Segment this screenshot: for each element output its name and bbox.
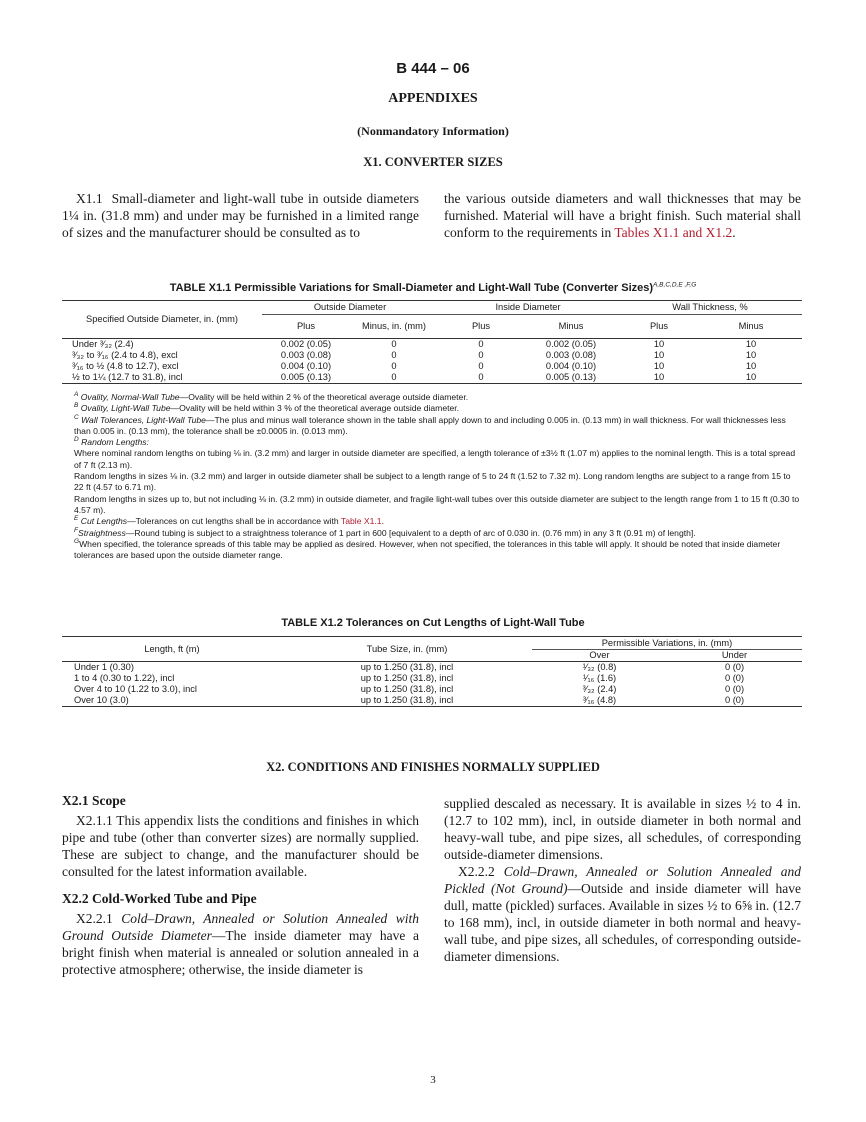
cell: ³⁄₃₂ to ³⁄₁₆ (2.4 to 4.8), excl bbox=[72, 350, 178, 360]
cell: 0 bbox=[391, 350, 397, 360]
cell: 1 to 4 (0.30 to 1.22), incl bbox=[74, 673, 175, 683]
footnote-f-label: Straightness bbox=[77, 527, 126, 538]
cell: ½ to 1¼ (12.7 to 31.8), incl bbox=[72, 372, 183, 382]
x2-2-1-title: Cold–Drawn, Annealed or Solution Annealed with Ground Outside Diameter bbox=[62, 911, 419, 943]
x2-1-scope-heading: X2.1 Scope bbox=[62, 793, 126, 808]
cell: 0 bbox=[391, 339, 397, 349]
x2-1-1-paragraph bbox=[62, 812, 419, 880]
table-x1-1 bbox=[62, 300, 802, 384]
cell: 10 bbox=[653, 339, 665, 349]
cell: 0.004 (0.10) bbox=[280, 361, 332, 371]
page-number: 3 bbox=[430, 1074, 436, 1086]
appendixes-title: APPENDIXES bbox=[388, 91, 478, 106]
cell: 0.005 (0.13) bbox=[280, 372, 332, 382]
table-row bbox=[62, 684, 802, 695]
footnote-g bbox=[62, 539, 802, 562]
footnote-d bbox=[62, 437, 802, 448]
cell: Over 4 to 10 (1.22 to 3.0), incl bbox=[74, 684, 197, 694]
footnote-d-para-3: Random lengths in sizes up to, but not including ⅛ in. (3.2 mm) in outside diameter, and fragile light-wall tubes over this outside diameter are subject to the length range from 1 to 15 ft (0.30 to 4.57 m). bbox=[74, 493, 800, 515]
cell: Over 10 (3.0) bbox=[74, 695, 129, 705]
cell: 0 bbox=[391, 361, 397, 371]
cell: 0 (0) bbox=[724, 662, 745, 672]
cell: Under 1 (0.30) bbox=[74, 662, 134, 672]
table-row bbox=[62, 350, 802, 361]
x1-1-text-right: the various outside diameters and wall thicknesses that may be furnished. Material will have a bright finish. Such material shall conform to the requirements in bbox=[444, 191, 801, 240]
cell: 0.003 (0.08) bbox=[280, 350, 332, 360]
over-header: Over bbox=[589, 650, 610, 660]
cell: Under ³⁄₃₂ (2.4) bbox=[72, 339, 134, 349]
footnote-a-text: —Ovality will be held within 2 % of the theoretical average outside diameter. bbox=[179, 392, 469, 402]
footnote-a-label: Ovality, Normal-Wall Tube bbox=[80, 392, 180, 402]
cell: 0 (0) bbox=[724, 695, 745, 705]
cell: 10 bbox=[745, 361, 757, 371]
cell: 10 bbox=[653, 361, 665, 371]
cell: 10 bbox=[745, 350, 757, 360]
table-row bbox=[62, 662, 802, 674]
x2-2-1-paragraph bbox=[62, 910, 419, 978]
nonmandatory-subtitle: (Nonmandatory Information) bbox=[357, 124, 509, 138]
x2-2-1-continued: supplied descaled as necessary. It is available in sizes ½ to 4 in. (12.7 to 102 mm), incl, in outside diameter in both normal and heavy-wall tube, and pipe sizes, all schedules, of corresponding outside-diameter dimensions. bbox=[444, 796, 801, 862]
x1-title: X1. CONVERTER SIZES bbox=[363, 155, 503, 169]
table-x1-1-caption-footnote-refs: A,B,C,D,E ,F,G bbox=[653, 281, 697, 289]
x2-2-heading: X2.2 Cold-Worked Tube and Pipe bbox=[62, 891, 257, 906]
cell: 0 bbox=[478, 350, 484, 360]
cell: 10 bbox=[745, 372, 757, 382]
footnote-f-text: —Round tubing is subject to a straightness tolerance of 1 part in 600 [equivalent to a depth of arc of 0.030 in. (0.76 mm) in any 3 ft (0.91 m) of length]. bbox=[125, 527, 696, 538]
footnote-b bbox=[62, 403, 802, 414]
table-row bbox=[62, 372, 802, 384]
footnote-e-period: . bbox=[381, 516, 384, 527]
table-x1-1-link[interactable]: Table X1.1 bbox=[340, 516, 382, 527]
table-row bbox=[62, 695, 802, 707]
table-row bbox=[62, 361, 802, 372]
x2-2-2-title: Cold–Drawn, Annealed or Solution Annealed and Pickled (Not Ground) bbox=[444, 864, 801, 896]
permissible-variations-header: Permissible Variations, in. (mm) bbox=[532, 637, 802, 650]
table-x1-2-caption: TABLE X1.2 Tolerances on Cut Lengths of Light-Wall Tube bbox=[281, 617, 585, 629]
footnote-e-text: —Tolerances on cut lengths shall be in accordance with bbox=[127, 516, 341, 527]
cell: ³⁄₁₆ (4.8) bbox=[582, 695, 617, 705]
inside-diameter-group-header: Inside Diameter bbox=[438, 301, 618, 315]
footnote-c bbox=[62, 415, 802, 438]
id-minus-header: Minus bbox=[558, 321, 584, 331]
under-header: Under bbox=[721, 650, 748, 660]
x2-2-2-text: —Outside and inside diameter will have dull, matte (pickled) surfaces. Available in sizes ½ to 6⅝ in. (12.7 to 168 mm), incl, in outside diameter in both normal and heavy-wall tube, and pipe sizes, all schedules, of corresponding outside-diameter dimensions. bbox=[444, 881, 801, 964]
od-plus-header: Plus bbox=[296, 321, 316, 331]
wall-thickness-group-header: Wall Thickness, % bbox=[618, 301, 802, 315]
cell: ³⁄₁₆ to ½ (4.8 to 12.7), excl bbox=[72, 361, 179, 371]
cell: 0 (0) bbox=[724, 673, 745, 683]
cell: 0 (0) bbox=[724, 684, 745, 694]
footnote-b-label: Ovality, Light-Wall Tube bbox=[80, 403, 171, 414]
wall-plus-header: Plus bbox=[649, 321, 669, 331]
footnote-c-text: —The plus and minus wall tolerance shown in the table shall apply down to and including 0.005 in. (0.13 mm) in wall thickness. For wall thicknesses less than 0.005 in. (0.13 mm), the tolerance shall be ±0.0005 in. (0.013 mm). bbox=[74, 414, 786, 436]
footnote-e-letter: E bbox=[74, 515, 79, 523]
cell: up to 1.250 (31.8), incl bbox=[360, 684, 454, 694]
x2-2-1-text: —The inside diameter may have a bright finish when material is annealed or solution annealed in a protective atmosphere; otherwise, the inside diameter is bbox=[62, 928, 419, 977]
cell: ¹⁄₃₂ (0.8) bbox=[582, 662, 617, 672]
cell: 0.003 (0.08) bbox=[545, 350, 597, 360]
cell: 0.005 (0.13) bbox=[545, 372, 597, 382]
footnote-d-para-1: Where nominal random lengths on tubing ⅛ in. (3.2 mm) and larger in outside diameter are specified, a length tolerance of ±3½ ft (1.07 m) applies to the nominal length. This is a total spread of 7 ft (2.13 m). bbox=[74, 448, 796, 470]
cell: 0 bbox=[478, 372, 484, 382]
tube-size-header: Tube Size, in. (mm) bbox=[282, 637, 532, 662]
outside-diameter-group-header: Outside Diameter bbox=[262, 301, 438, 315]
table-row bbox=[62, 339, 802, 351]
document-id: B 444 – 06 bbox=[396, 60, 470, 77]
cell: 0 bbox=[478, 361, 484, 371]
cell: 10 bbox=[653, 372, 665, 382]
id-plus-header: Plus bbox=[471, 321, 491, 331]
od-minus-header: Minus, in. (mm) bbox=[361, 321, 427, 331]
footnote-f bbox=[62, 528, 802, 539]
cell: 0 bbox=[391, 372, 397, 382]
cell: 0 bbox=[478, 339, 484, 349]
cell: ¹⁄₁₆ (1.6) bbox=[582, 673, 617, 683]
col-spec-header: Specified Outside Diameter, in. (mm) bbox=[62, 301, 262, 339]
x1-1-right-column bbox=[444, 190, 801, 241]
footnote-b-letter: B bbox=[74, 402, 79, 410]
footnote-a bbox=[62, 392, 802, 403]
x1-1-number: X1.1 bbox=[76, 191, 103, 206]
footnote-c-label: Wall Tolerances, Light-Wall Tube bbox=[81, 414, 206, 425]
tables-x1-link[interactable]: Tables X1.1 and X1.2 bbox=[614, 225, 733, 240]
x2-1-1-text: X2.1.1 This appendix lists the conditions and finishes in which pipe and tube (other than converter sizes) are normally supplied. These are subject to change, and the manufacturer should be consulted for the latest information available. bbox=[62, 813, 419, 879]
x2-2-2-number: X2.2.2 bbox=[458, 864, 495, 879]
table-x1-1-footnotes bbox=[62, 392, 802, 561]
cell: up to 1.250 (31.8), incl bbox=[360, 662, 454, 672]
cell: up to 1.250 (31.8), incl bbox=[360, 695, 454, 705]
table-x1-1-caption-text: TABLE X1.1 Permissible Variations for Small-Diameter and Light-Wall Tube (Converter Sizes) bbox=[169, 282, 654, 294]
footnote-g-text: When specified, the tolerance spreads of this table may be applied as desired. However, when not specified, the tolerances in this table will apply. It should be noted that inside diameter tolerances are based upon the outside diameter range. bbox=[74, 538, 781, 561]
table-row bbox=[62, 673, 802, 684]
cell: 10 bbox=[653, 350, 665, 360]
x1-1-text-left: Small-diameter and light-wall tube in outside diameters 1¼ in. (31.8 mm) and under may be furnished in a limited range of sizes and the manufacturer should be consulted as to bbox=[62, 191, 420, 240]
cell: 0.002 (0.05) bbox=[280, 339, 332, 349]
x2-2-1-number: X2.2.1 bbox=[76, 911, 113, 926]
footnote-d-para-2: Random lengths in sizes ⅛ in. (3.2 mm) and larger in outside diameter shall be subject to a length range of 5 to 24 ft (1.52 to 7.32 m). Long random lengths are subject to a range from 15 to 22 ft (4.57 to 6.71 m). bbox=[74, 471, 791, 493]
footnote-d-letter: D bbox=[74, 436, 79, 444]
x1-1-period: . bbox=[732, 225, 736, 240]
cell: ³⁄₃₂ (2.4) bbox=[582, 684, 617, 694]
footnote-d-label: Random Lengths: bbox=[81, 437, 149, 448]
x2-title: X2. CONDITIONS AND FINISHES NORMALLY SUPPLIED bbox=[266, 760, 600, 774]
length-header: Length, ft (m) bbox=[62, 637, 282, 662]
footnote-a-letter: A bbox=[74, 391, 79, 399]
x2-right-column bbox=[444, 795, 801, 965]
cell: 0.002 (0.05) bbox=[545, 339, 597, 349]
table-x1-1-caption bbox=[0, 282, 866, 294]
table-x1-2 bbox=[62, 636, 802, 707]
footnote-g-letter: G bbox=[74, 538, 80, 545]
footnote-b-text: —Ovality will be held within 3 % of the theoretical average outside diameter. bbox=[170, 403, 460, 414]
footnote-f-letter: F bbox=[74, 526, 78, 534]
x2-left-column bbox=[62, 793, 419, 978]
wall-minus-header: Minus bbox=[738, 321, 764, 331]
x1-1-left-column bbox=[62, 190, 419, 241]
cell: 10 bbox=[745, 339, 757, 349]
footnote-e bbox=[62, 516, 802, 527]
footnote-e-label: Cut Lengths bbox=[80, 516, 128, 527]
footnote-c-letter: C bbox=[74, 413, 79, 421]
cell: 0.004 (0.10) bbox=[545, 361, 597, 371]
cell: up to 1.250 (31.8), incl bbox=[360, 673, 454, 683]
